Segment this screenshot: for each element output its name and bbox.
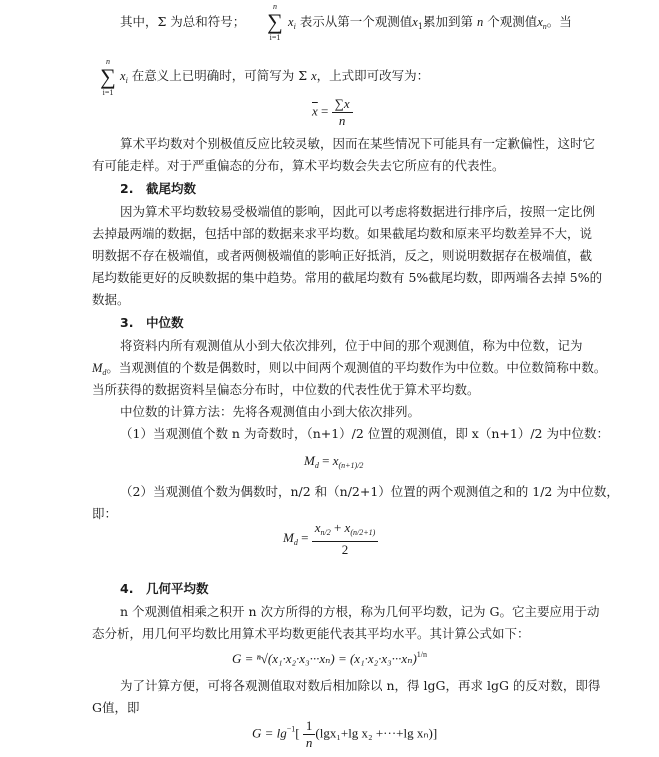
- text-segment: ，上式即可改写为：: [316, 68, 430, 83]
- paragraph-line: [92, 360, 606, 381]
- x-symbol: x: [311, 69, 317, 83]
- paragraph-line: 即：: [92, 506, 118, 521]
- text-segment: 其中，Σ 为总和符号；: [120, 14, 246, 29]
- fraction-denominator: 2: [341, 542, 349, 557]
- section-heading-median: 3. 中位数: [120, 315, 184, 330]
- median-subscript: d: [293, 537, 298, 547]
- paragraph-line: （2）当观测值个数为偶数时，n/2 和（n/2+1）位置的两个观测值之和的 1/2 为中位数，: [120, 484, 619, 499]
- n-symbol: n: [476, 15, 484, 29]
- fraction-denominator: n: [338, 113, 346, 128]
- sum-lower-limit: i=1: [269, 33, 281, 42]
- log-geometric-formula: [252, 718, 437, 751]
- summation-symbol-2: [96, 57, 120, 97]
- sum-upper-limit: n: [273, 2, 277, 11]
- shorthand-line: [120, 68, 429, 89]
- median-odd-formula: $M_d = x_{(n+1)/2}$: [304, 453, 364, 470]
- sigma-glyph: ∑: [100, 64, 116, 89]
- exponent: 1/n: [416, 650, 428, 659]
- sum-variable-subscript: i: [293, 22, 296, 31]
- sum-variable: x: [120, 69, 126, 83]
- fraction-denominator: n: [305, 735, 313, 750]
- one-over-n-fraction: [303, 718, 316, 751]
- paragraph-line: n 个观测值相乘之积开 n 次方所得的方根，称为几何平均数，记为 G。它主要应用于动: [120, 604, 600, 619]
- geometric-formula-body: G = ⁿ√(x₁·x₂·x₃···xₙ) = (x₁·x₂·x₃···xₙ): [232, 651, 417, 666]
- x1-symbol: x: [412, 15, 418, 29]
- paragraph-line: 明数据不存在极端值，或者两侧极端值的影响正好抵消，反之，则说明数据存在极端值，截: [92, 248, 593, 263]
- paragraph-line: （1）当观测值个数 n 为奇数时，（n+1）/2 位置的观测值，即 x（n+1）/2 为中位数：: [120, 426, 609, 441]
- median-subscript: d: [314, 461, 319, 470]
- sigma-glyph: ∑: [267, 9, 283, 34]
- paragraph-line: 尾均数能更好的反映数据的集中趋势。常用的截尾均数有 5%截尾均数，即两端各去掉 5%的: [92, 270, 603, 285]
- exponent: −1: [286, 724, 296, 734]
- paragraph-line: 为了计算方便，可将各观测值取对数后相加除以 n，得 lgG，再求 lgG 的反对数，即得: [120, 678, 601, 693]
- x1-subscript: 1: [417, 22, 423, 31]
- median-symbol: M: [92, 361, 103, 375]
- paragraph-line: G值，即: [92, 700, 140, 715]
- formula-part: G = lg: [252, 725, 287, 741]
- paragraph-line: 态分析，用几何平均数比用算术平均数更能代表其平均水平。其计算公式如下：: [92, 626, 530, 641]
- fraction-numerator: [312, 520, 379, 542]
- text-segment: 。当观测值的个数是偶数时，则以中间两个观测值的平均数作为中位数。中位数简称中数。: [106, 360, 607, 375]
- sum-definition-line: [120, 14, 245, 30]
- text-segment: 累加到第: [422, 14, 473, 29]
- section-heading-geometric-mean: 4. 几何平均数: [120, 581, 209, 596]
- fraction-numerator: 1: [303, 718, 316, 735]
- sum-upper-limit: n: [106, 57, 110, 66]
- fraction-numerator: ∑x: [332, 96, 353, 113]
- x-symbol: x: [344, 520, 351, 535]
- paragraph-line: 当所获得的数据资料呈偏态分布时，中位数的代表性优于算术平均数。: [92, 382, 480, 397]
- mean-formula: $\overline{x}$ = $\frac{\sum x}{n}$: [312, 96, 353, 129]
- sum-variable-subscript: i: [125, 76, 128, 85]
- sum-variable: x: [288, 15, 294, 29]
- mean-fraction: [332, 96, 353, 129]
- x-symbol: x: [314, 520, 321, 535]
- text-segment: 表示从第一个观测值: [299, 14, 413, 29]
- paragraph-line: 有可能走样。对于严重偏态的分布，算术平均数会失去它所应有的代表性。: [92, 158, 505, 173]
- sum-definition-line-tail: [288, 14, 572, 35]
- mean-symbol: $\overline{x}$: [312, 103, 318, 119]
- text-segment: 个观测值: [487, 14, 538, 29]
- median-even-formula: $M_d$ = $\frac{x_{n/2} + x_{(n/2+1)}}{2}$: [283, 520, 378, 558]
- paragraph-line: 将资料内所有观测值从小到大依次排列，位于中间的那个观测值，称为中位数，记为: [120, 338, 583, 353]
- median-symbol: M: [283, 529, 294, 545]
- text-segment: 在意义上已明确时，可简写为 Σ: [131, 68, 308, 83]
- median-subscript: d: [102, 368, 107, 377]
- paragraph-line: 数据。: [92, 292, 130, 307]
- summation-symbol: [263, 2, 287, 42]
- plus-sign: +: [333, 520, 342, 535]
- xn-symbol: x: [537, 15, 543, 29]
- geometric-mean-formula: [232, 650, 427, 667]
- x-subscript: n/2: [320, 528, 331, 537]
- paragraph-line: 去掉最两端的数据，包括中部的数据来求平均数。如果截尾均数和原来平均数差异不大，说: [92, 226, 593, 241]
- x-subscript: (n/2+1): [350, 528, 376, 537]
- paragraph-line: 算术平均数对个别极值反应比较灵敏，因而在某些情况下可能具有一定歉偏性，这时它: [120, 136, 596, 151]
- median-symbol: M: [304, 453, 315, 468]
- formula-part: (lgx₁+lg x₂ +···+lg xₙ)]: [315, 725, 438, 741]
- paragraph-line: 因为算术平均数较易受极端值的影响，因此可以考虑将数据进行排序后，按照一定比例: [120, 204, 596, 219]
- xn-subscript: n: [542, 22, 547, 31]
- median-fraction: [312, 520, 379, 558]
- paragraph-line: 中位数的计算方法：先将各观测值由小到大依次排列。: [120, 404, 421, 419]
- sum-lower-limit: i=1: [102, 88, 114, 97]
- bracket: [: [295, 725, 300, 741]
- x-subscript: (n+1)/2: [338, 461, 364, 470]
- section-heading-trimmed-mean: 2. 截尾均数: [120, 181, 196, 196]
- x-symbol: x: [332, 453, 339, 468]
- text-segment: 。当: [546, 14, 572, 29]
